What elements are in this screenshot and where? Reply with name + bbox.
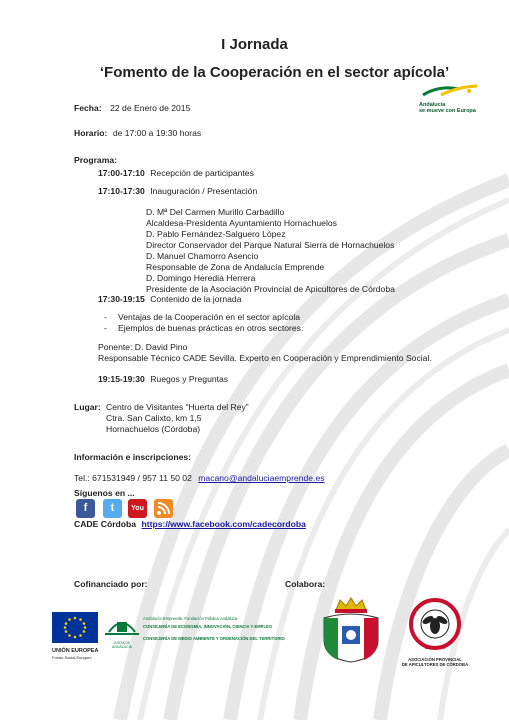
speaker-line: Responsable de Zona de Andalucía Emprende	[146, 262, 325, 272]
phone-text: Tel.: 671531949 / 957 11 50 02	[74, 473, 192, 483]
andalucia-logo-icon	[419, 83, 481, 97]
contact-row	[74, 473, 325, 484]
horario-label: Horario:	[74, 128, 108, 138]
programa-text: Recepción de participantes	[150, 168, 254, 178]
eu-label: UNIÓN EUROPEA	[52, 648, 99, 654]
speaker-line: Alcaldesa-Presidenta Ayuntamiento Hornachuelos	[146, 218, 337, 228]
programa-item	[98, 294, 241, 305]
programa-text: Contenido de la jornada	[150, 294, 242, 304]
junta-emblem-icon	[105, 614, 139, 636]
fecha-label: Fecha:	[74, 103, 102, 113]
twitter-icon[interactable]: t	[103, 499, 122, 518]
lugar-label: Lugar:	[74, 402, 101, 412]
list-item: - Ejemplos de buenas prácticas en otros sectores.	[104, 323, 304, 333]
ponente-line: Responsable Técnico CADE Sevilla. Experto en Cooperación y Emprendimiento Social.	[98, 353, 432, 363]
speaker-line: D. Mª Del Carmen Murillo Carbadillo	[146, 207, 285, 217]
coat-of-arms-icon	[318, 596, 384, 664]
junta-line: Andalucía Emprende. Fundación Pública Andaluza	[143, 616, 238, 621]
andalucia-europa-logo	[419, 83, 481, 113]
lugar-line: Ctra. San Calixto, km 1,5	[106, 413, 202, 423]
email-link[interactable]: macano@andaluciaemprende.es	[198, 473, 325, 483]
asociacion-apicultores-logo	[400, 598, 470, 667]
ponente-block	[98, 342, 432, 364]
programa-item	[98, 186, 257, 197]
speakers-list	[146, 207, 395, 295]
programa-time: 19:15-19:30	[98, 374, 145, 384]
junta-line: CONSEJERÍA DE MEDIO AMBIENTE Y ORDENACIÓN DEL TERRITORIO	[143, 636, 285, 641]
speaker-line: D. Pablo Fernández-Salguero López	[146, 229, 286, 239]
speaker-line: Director Conservador del Parque Natural Sierra de Hornachuelos	[146, 240, 395, 250]
fecha-row	[74, 103, 190, 114]
asoc-city-text: CÓRDOBA	[424, 645, 446, 650]
eu-logo	[52, 612, 98, 660]
bullet-text: Ejemplos de buenas prácticas en otros sectores.	[118, 323, 304, 333]
eu-sublabel: Fondo Social Europeo	[52, 655, 92, 660]
facebook-icon[interactable]: f	[76, 499, 95, 518]
andalucia-logo-text-2: se mueve con Europa	[419, 108, 476, 114]
programa-label: Programa:	[74, 155, 117, 165]
lugar-line: Hornachuelos (Córdoba)	[106, 424, 201, 434]
bullet-text: Ventajas de la Cooperación en el sector apícola	[118, 312, 301, 322]
ponente-line: Ponente: D. David Pino	[98, 342, 188, 352]
eu-flag-icon	[52, 612, 98, 643]
social-label: Síguenos en ...	[74, 488, 135, 498]
cade-row	[74, 519, 306, 530]
bullet-list	[104, 312, 303, 334]
hornachuelos-coat-of-arms	[318, 596, 384, 664]
junta-text	[143, 615, 285, 643]
page-title: I Jornada	[221, 36, 288, 53]
speaker-line: D. Manuel Chamorro Asencio	[146, 251, 259, 261]
junta-logo	[105, 614, 139, 649]
lugar-line: Centro de Visitantes “Huerta del Rey”	[106, 402, 249, 412]
horario-value: de 17:00 a 19:30 horas	[112, 128, 202, 138]
programa-time: 17:00-17:10	[98, 168, 145, 178]
cofinanciado-label: Cofinanciado por:	[74, 579, 148, 589]
list-item: - Ventajas de la Cooperación en el sector apícola	[104, 312, 301, 322]
programa-text: Ruegos y Preguntas	[150, 374, 229, 384]
junta-logo-text: JUNTA DE ANDALUCÍA	[111, 641, 133, 649]
youtube-icon[interactable]: You	[128, 499, 147, 518]
info-label: Información e inscripciones:	[74, 452, 191, 462]
programa-item	[98, 374, 228, 385]
programa-time: 17:10-17:30	[98, 186, 145, 196]
cade-facebook-link[interactable]: https://www.facebook.com/cadecordoba	[141, 519, 306, 529]
rss-icon[interactable]	[154, 499, 173, 518]
fecha-value: 22 de Enero de 2015	[110, 103, 191, 113]
programa-text: Inauguración / Presentación	[150, 186, 258, 196]
cade-label: CADE Córdoba	[74, 519, 137, 529]
programa-time: 17:30-19:15	[98, 294, 145, 304]
horario-row	[74, 128, 201, 139]
andalucia-logo-text-1: Andalucía	[419, 102, 446, 108]
bee-emblem-icon	[409, 598, 461, 652]
colabora-label: Colabora:	[285, 579, 326, 589]
speaker-line: D. Domingo Heredia Herrera	[146, 273, 256, 283]
speaker-line: Presidente de la Asociación Provincial de Apicultores de Córdoba	[146, 284, 395, 294]
programa-item	[98, 168, 254, 179]
asoc-label: ASOCIACIÓN PROVINCIAL	[408, 657, 462, 662]
page-subtitle: ‘Fomento de la Cooperación en el sector apícola’	[99, 64, 450, 81]
junta-line: CONSEJERÍA DE ECONOMÍA, INNOVACIÓN, CIENCIA Y EMPLEO	[143, 624, 273, 629]
asoc-label: DE APICULTORES DE CÓRDOBA	[401, 662, 469, 667]
